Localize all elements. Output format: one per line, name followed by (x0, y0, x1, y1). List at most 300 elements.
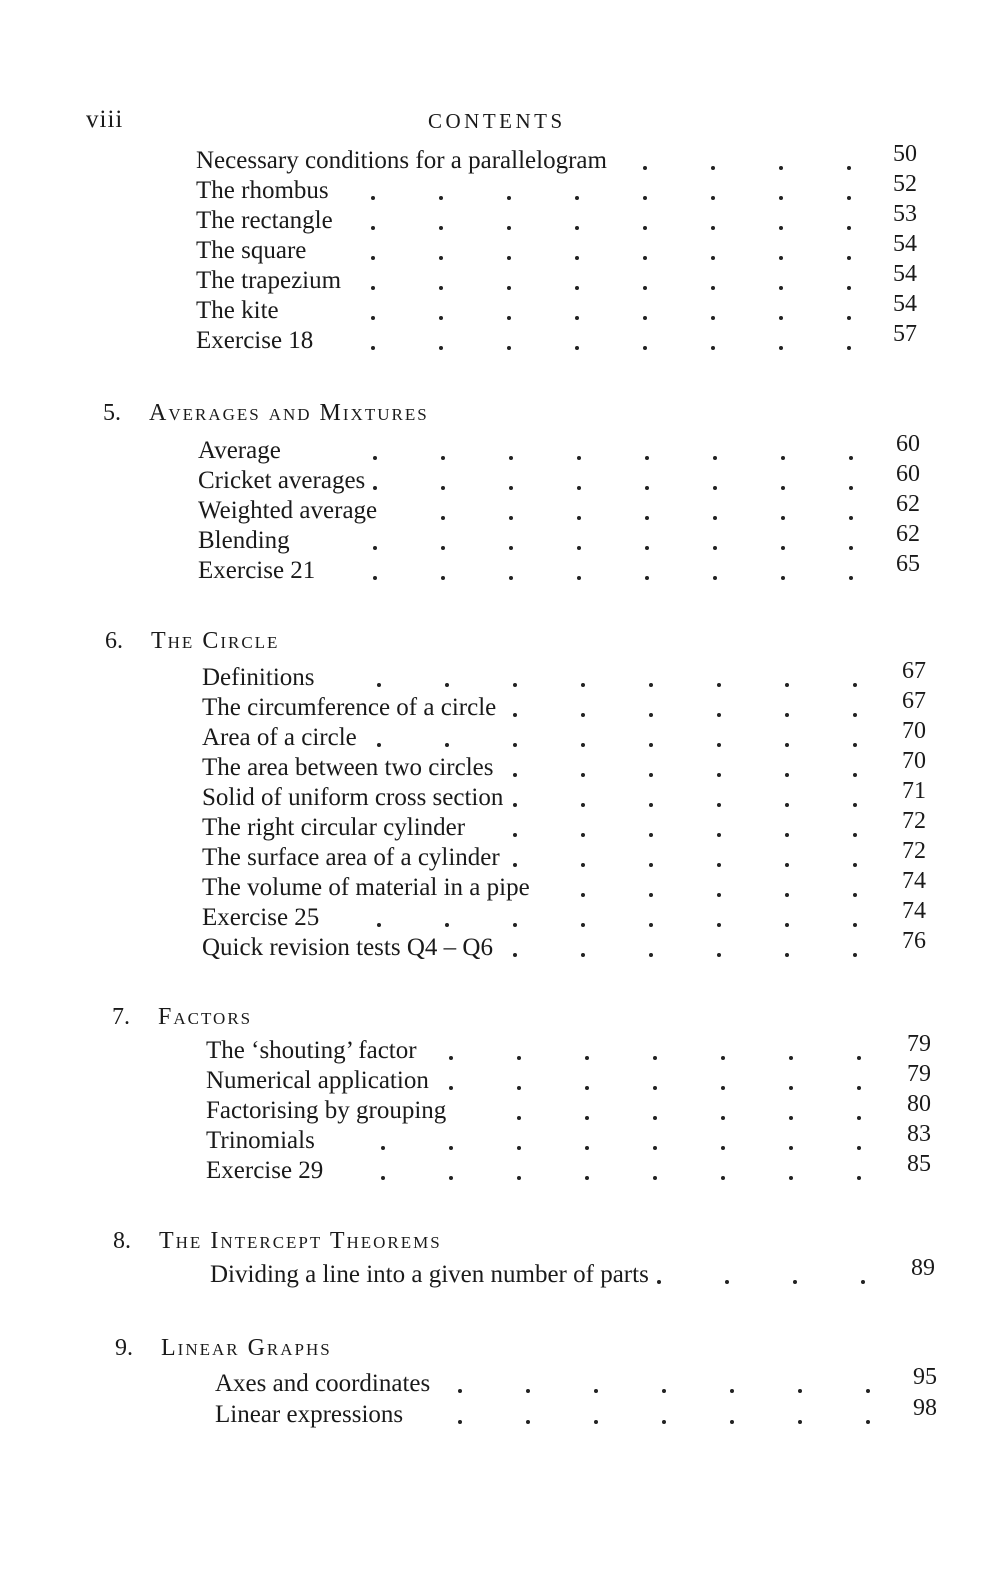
leader-dot (577, 546, 581, 550)
leader-dot (645, 486, 649, 490)
entry-title: Average (198, 437, 281, 464)
leader-dot (643, 346, 647, 350)
leader-dot (789, 1086, 793, 1090)
leader-dot (657, 1280, 661, 1284)
leader-dot (377, 923, 381, 927)
entry-title: The kite (196, 297, 279, 324)
leader-dot (649, 713, 653, 717)
toc-entry[interactable] (196, 321, 933, 357)
leader-dot (517, 1116, 521, 1120)
leader-dot (653, 1116, 657, 1120)
leader-dot (781, 516, 785, 520)
toc-entry[interactable] (198, 551, 936, 587)
leader-dot (725, 1280, 729, 1284)
leader-dot (517, 1056, 521, 1060)
leader-dot (849, 456, 853, 460)
leader-dot (581, 683, 585, 687)
toc-entry[interactable] (196, 291, 933, 327)
toc-entry[interactable] (202, 928, 942, 964)
entry-title: Exercise 29 (206, 1157, 324, 1184)
leader-dot (439, 286, 443, 290)
page-number: 79 (907, 1031, 931, 1057)
leader-dot (594, 1420, 598, 1424)
leader-dot (789, 1116, 793, 1120)
running-head: CONTENTS (428, 109, 566, 133)
entry-title: Definitions (202, 664, 315, 691)
leader-dot (717, 773, 721, 777)
leader-dot (713, 516, 717, 520)
page-number: 67 (902, 688, 926, 714)
leader-dot (449, 1146, 453, 1150)
leader-dot (585, 1176, 589, 1180)
chapter-heading (105, 628, 279, 655)
leader-dot (781, 486, 785, 490)
leader-dot (721, 1146, 725, 1150)
leader-dot (439, 256, 443, 260)
leader-dot (853, 863, 857, 867)
leader-dot (373, 456, 377, 460)
page-number: 72 (902, 838, 926, 864)
chapter-title: Averages and Mixtures (149, 400, 429, 426)
toc-entry[interactable] (215, 1395, 953, 1431)
leader-dot (717, 953, 721, 957)
entry-title: Axes and coordinates (215, 1370, 431, 1397)
page-number: 62 (896, 491, 920, 517)
page-number: 72 (902, 808, 926, 834)
leader-dot (717, 713, 721, 717)
leader-dot (577, 486, 581, 490)
leader-dot (439, 226, 443, 230)
leader-dot (847, 286, 851, 290)
leader-dot (509, 546, 513, 550)
leader-dot (594, 1389, 598, 1393)
leader-dot (653, 1086, 657, 1090)
leader-dot (781, 456, 785, 460)
leader-dot (798, 1389, 802, 1393)
leader-dot (711, 346, 715, 350)
leader-dot (458, 1420, 462, 1424)
leader-dot (717, 923, 721, 927)
leader-dot (575, 316, 579, 320)
toc-entry[interactable] (202, 808, 942, 844)
leader-dot (711, 196, 715, 200)
leader-dot (785, 833, 789, 837)
chapter-title: The Intercept Theorems (159, 1228, 442, 1254)
leader-dot (513, 773, 517, 777)
leader-dot (513, 953, 517, 957)
leader-dot (507, 256, 511, 260)
leader-dot (507, 316, 511, 320)
leader-dot (781, 576, 785, 580)
toc-entry[interactable] (206, 1091, 947, 1127)
leader-dot (371, 316, 375, 320)
chapter-heading (112, 1004, 252, 1031)
toc-entry[interactable] (198, 461, 936, 497)
chapter-number: 8. (113, 1228, 131, 1254)
leader-dot (853, 713, 857, 717)
leader-dot (721, 1086, 725, 1090)
leader-dot (779, 286, 783, 290)
toc-entry[interactable] (202, 748, 942, 784)
page-number: 60 (896, 431, 920, 457)
leader-dot (653, 1146, 657, 1150)
toc-entry[interactable] (206, 1061, 947, 1097)
page-number: 83 (907, 1121, 931, 1147)
toc-entry[interactable] (206, 1031, 947, 1067)
leader-dot (853, 683, 857, 687)
page-number: 57 (893, 321, 917, 347)
leader-dot (653, 1056, 657, 1060)
leader-dot (526, 1389, 530, 1393)
page-number: 95 (913, 1364, 937, 1390)
leader-dot (445, 743, 449, 747)
toc-entry[interactable] (198, 521, 936, 557)
leader-dot (585, 1146, 589, 1150)
leader-dot (711, 316, 715, 320)
entry-title: Quick revision tests Q4 – Q6 (202, 934, 493, 961)
entry-title: The trapezium (196, 267, 342, 294)
chapter-number: 9. (115, 1335, 133, 1361)
leader-dot (575, 286, 579, 290)
entry-title: Exercise 18 (196, 327, 314, 354)
leader-dot (509, 486, 513, 490)
leader-dot (439, 346, 443, 350)
leader-dot (861, 1280, 865, 1284)
entry-title: The rhombus (196, 177, 329, 204)
leader-dot (866, 1420, 870, 1424)
chapter-title: The Circle (151, 628, 280, 654)
leader-dot (509, 456, 513, 460)
entry-title: Blending (198, 527, 290, 554)
toc-entry[interactable] (202, 778, 942, 814)
entry-title: Exercise 25 (202, 904, 320, 931)
entry-title: The surface area of a cylinder (202, 844, 500, 871)
chapter-number: 5. (103, 400, 121, 426)
leader-dot (711, 256, 715, 260)
leader-dot (507, 346, 511, 350)
leader-dot (730, 1420, 734, 1424)
leader-dot (779, 226, 783, 230)
leader-dot (449, 1176, 453, 1180)
leader-dot (373, 486, 377, 490)
leader-dot (649, 743, 653, 747)
leader-dot (857, 1086, 861, 1090)
entry-title: Weighted average (198, 497, 378, 524)
leader-dot (649, 863, 653, 867)
page-folio: viii (86, 106, 124, 133)
leader-dot (779, 256, 783, 260)
leader-dot (853, 743, 857, 747)
leader-dot (785, 743, 789, 747)
toc-entry[interactable] (196, 261, 933, 297)
leader-dot (711, 226, 715, 230)
leader-dot (513, 833, 517, 837)
leader-dot (645, 456, 649, 460)
leader-dot (717, 833, 721, 837)
leader-dot (507, 196, 511, 200)
leader-dot (645, 546, 649, 550)
entry-title: Exercise 21 (198, 557, 316, 584)
leader-dot (377, 683, 381, 687)
leader-dot (371, 196, 375, 200)
leader-dot (458, 1389, 462, 1393)
page-number: 60 (896, 461, 920, 487)
leader-dot (449, 1086, 453, 1090)
toc-entry[interactable] (202, 718, 942, 754)
leader-dot (853, 803, 857, 807)
leader-dot (381, 1176, 385, 1180)
leader-dot (441, 576, 445, 580)
leader-dot (517, 1146, 521, 1150)
leader-dot (711, 166, 715, 170)
page-number: 79 (907, 1061, 931, 1087)
leader-dot (849, 546, 853, 550)
leader-dot (507, 286, 511, 290)
page-number: 52 (893, 171, 917, 197)
leader-dot (779, 196, 783, 200)
leader-dot (721, 1116, 725, 1120)
leader-dot (643, 286, 647, 290)
leader-dot (575, 226, 579, 230)
leader-dot (441, 456, 445, 460)
toc-entry[interactable] (202, 688, 942, 724)
toc-entry[interactable] (206, 1151, 947, 1187)
leader-dot (849, 576, 853, 580)
leader-dot (649, 803, 653, 807)
leader-dot (785, 683, 789, 687)
leader-dot (517, 1086, 521, 1090)
toc-entry[interactable] (210, 1255, 951, 1291)
leader-dot (371, 226, 375, 230)
entry-title: The ‘shouting’ factor (206, 1037, 417, 1064)
leader-dot (575, 256, 579, 260)
leader-dot (857, 1176, 861, 1180)
leader-dot (439, 196, 443, 200)
chapter-heading (115, 1335, 332, 1362)
leader-dot (713, 486, 717, 490)
leader-dot (853, 923, 857, 927)
leader-dot (445, 683, 449, 687)
chapter-heading (103, 400, 429, 427)
leader-dot (857, 1116, 861, 1120)
leader-dot (779, 346, 783, 350)
leader-dot (662, 1389, 666, 1393)
leader-dot (649, 923, 653, 927)
leader-dot (581, 803, 585, 807)
leader-dot (847, 166, 851, 170)
leader-dot (371, 256, 375, 260)
page-number: 98 (913, 1395, 937, 1421)
leader-dot (577, 516, 581, 520)
toc-entry[interactable] (202, 658, 942, 694)
leader-dot (371, 346, 375, 350)
entry-title: The volume of material in a pipe (202, 874, 530, 901)
leader-dot (649, 833, 653, 837)
leader-dot (649, 953, 653, 957)
leader-dot (581, 863, 585, 867)
entry-title: The area between two circles (202, 754, 494, 781)
leader-dot (441, 486, 445, 490)
entry-title: The square (196, 237, 307, 264)
leader-dot (853, 893, 857, 897)
leader-dot (785, 923, 789, 927)
leader-dot (789, 1146, 793, 1150)
leader-dot (713, 576, 717, 580)
leader-dot (381, 1146, 385, 1150)
page-number: 89 (911, 1255, 935, 1281)
leader-dot (853, 773, 857, 777)
page-number: 70 (902, 748, 926, 774)
leader-dot (866, 1389, 870, 1393)
leader-dot (585, 1116, 589, 1120)
leader-dot (581, 743, 585, 747)
entry-title: Trinomials (206, 1127, 315, 1154)
page-number: 74 (902, 898, 926, 924)
leader-dot (847, 196, 851, 200)
leader-dot (785, 953, 789, 957)
leader-dot (713, 546, 717, 550)
toc-entry[interactable] (206, 1121, 947, 1157)
leader-dot (643, 316, 647, 320)
toc-entry[interactable] (198, 431, 936, 467)
leader-dot (711, 286, 715, 290)
entry-title: Factorising by grouping (206, 1097, 447, 1124)
toc-entry[interactable] (198, 491, 936, 527)
leader-dot (575, 196, 579, 200)
toc-entry[interactable] (202, 838, 942, 874)
page-number: 54 (893, 231, 917, 257)
page-number: 76 (902, 928, 926, 954)
page-number: 53 (893, 201, 917, 227)
page-number: 80 (907, 1091, 931, 1117)
entry-title: Numerical application (206, 1067, 429, 1094)
leader-dot (645, 516, 649, 520)
toc-entry[interactable] (196, 231, 933, 267)
leader-dot (662, 1420, 666, 1424)
leader-dot (789, 1056, 793, 1060)
leader-dot (717, 863, 721, 867)
leader-dot (649, 683, 653, 687)
page-number: 54 (893, 261, 917, 287)
entry-title: Area of a circle (202, 724, 357, 751)
leader-dot (449, 1056, 453, 1060)
leader-dot (643, 196, 647, 200)
leader-dot (857, 1056, 861, 1060)
leader-dot (781, 546, 785, 550)
leader-dot (779, 316, 783, 320)
entry-title: Cricket averages (198, 467, 366, 494)
leader-dot (517, 1176, 521, 1180)
leader-dot (581, 893, 585, 897)
leader-dot (853, 833, 857, 837)
leader-dot (645, 576, 649, 580)
leader-dot (526, 1420, 530, 1424)
leader-dot (441, 516, 445, 520)
leader-dot (439, 316, 443, 320)
entry-title: Linear expressions (215, 1401, 404, 1428)
page-number: 50 (893, 141, 917, 167)
page-number: 85 (907, 1151, 931, 1177)
leader-dot (643, 226, 647, 230)
leader-dot (785, 773, 789, 777)
page-number: 70 (902, 718, 926, 744)
leader-dot (441, 546, 445, 550)
leader-dot (785, 713, 789, 717)
leader-dot (853, 953, 857, 957)
leader-dot (513, 743, 517, 747)
leader-dot (717, 803, 721, 807)
leader-dot (847, 226, 851, 230)
leader-dot (643, 256, 647, 260)
leader-dot (577, 456, 581, 460)
leader-dot (847, 256, 851, 260)
leader-dot (717, 743, 721, 747)
leader-dot (509, 516, 513, 520)
leader-dot (371, 286, 375, 290)
leader-dot (785, 863, 789, 867)
leader-dot (789, 1176, 793, 1180)
toc-entry[interactable] (202, 868, 942, 904)
leader-dot (847, 346, 851, 350)
leader-dot (649, 773, 653, 777)
entry-title: The rectangle (196, 207, 333, 234)
leader-dot (785, 893, 789, 897)
leader-dot (509, 576, 513, 580)
leader-dot (577, 576, 581, 580)
leader-dot (507, 226, 511, 230)
leader-dot (798, 1420, 802, 1424)
leader-dot (849, 516, 853, 520)
entry-title: Solid of uniform cross section (202, 784, 504, 811)
toc-entry[interactable] (196, 141, 933, 177)
leader-dot (513, 683, 517, 687)
leader-dot (373, 576, 377, 580)
toc-entry[interactable] (196, 171, 933, 207)
entry-title: Dividing a line into a given number of parts (210, 1261, 649, 1288)
leader-dot (793, 1280, 797, 1284)
toc-entry[interactable] (196, 201, 933, 237)
leader-dot (581, 953, 585, 957)
leader-dot (513, 803, 517, 807)
leader-dot (581, 773, 585, 777)
leader-dot (513, 863, 517, 867)
leader-dot (730, 1389, 734, 1393)
leader-dot (847, 316, 851, 320)
page-number: 71 (902, 778, 926, 804)
leader-dot (643, 166, 647, 170)
chapter-number: 7. (112, 1004, 130, 1030)
leader-dot (785, 803, 789, 807)
leader-dot (377, 743, 381, 747)
leader-dot (849, 486, 853, 490)
leader-dot (585, 1086, 589, 1090)
page-number: 65 (896, 551, 920, 577)
page-number: 54 (893, 291, 917, 317)
leader-dot (649, 893, 653, 897)
leader-dot (717, 683, 721, 687)
chapter-heading (113, 1228, 442, 1255)
page-number: 67 (902, 658, 926, 684)
page-number: 74 (902, 868, 926, 894)
leader-dot (713, 456, 717, 460)
chapter-number: 6. (105, 628, 123, 654)
entry-title: Necessary conditions for a parallelogram (196, 147, 607, 174)
leader-dot (721, 1056, 725, 1060)
toc-entry[interactable] (215, 1364, 953, 1400)
page-number: 62 (896, 521, 920, 547)
toc-entry[interactable] (202, 898, 942, 934)
leader-dot (721, 1176, 725, 1180)
